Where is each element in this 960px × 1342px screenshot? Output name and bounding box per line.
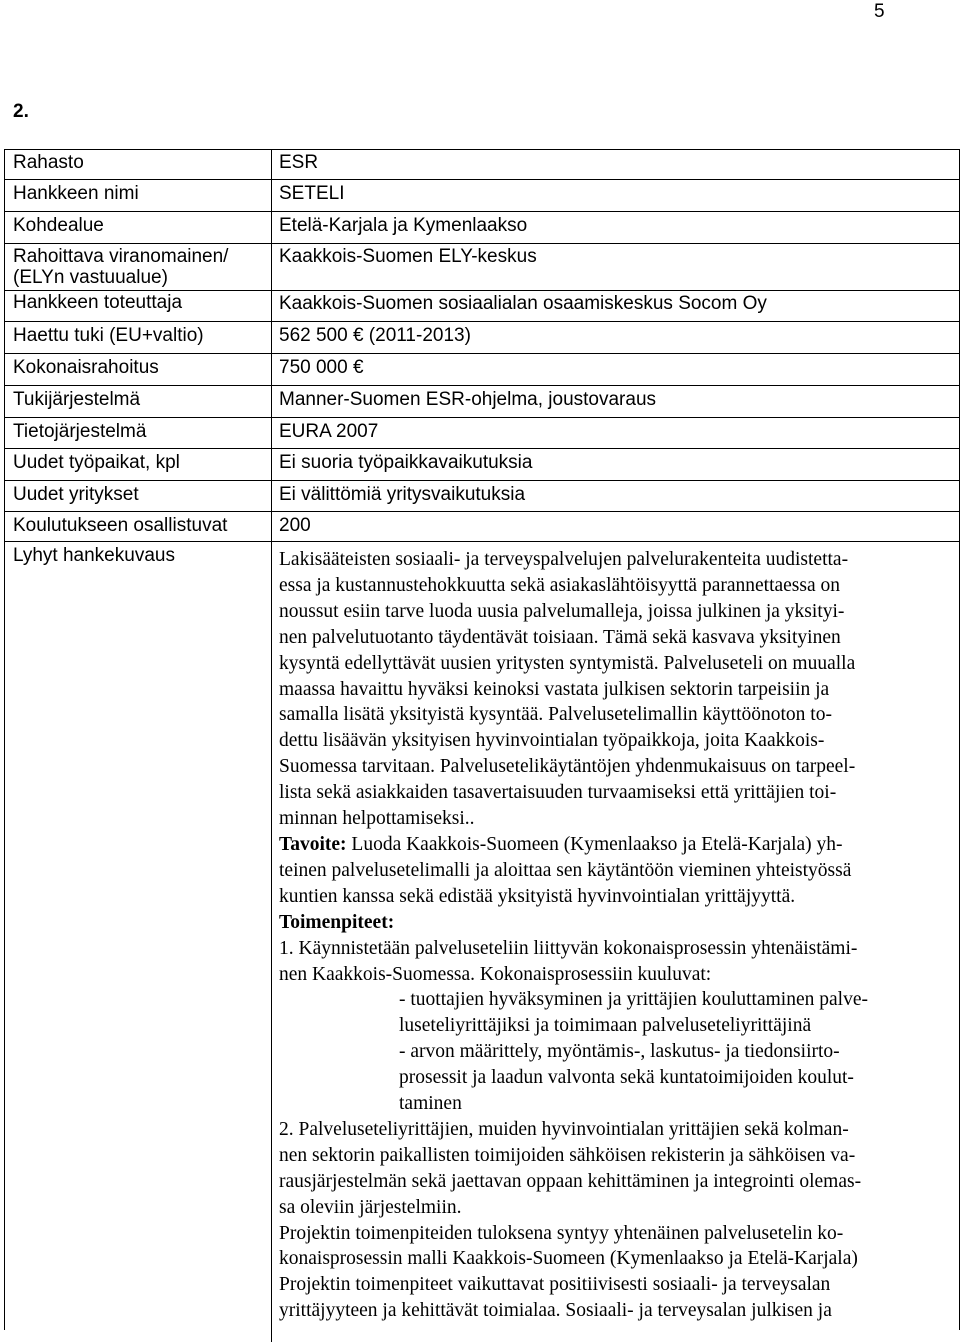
label-kuvaus: Lyhyt hankekuvaus: [13, 545, 175, 566]
value-toteuttaja: Kaakkois-Suomen sosiaalialan osaamiskeskus Socom Oy: [279, 293, 767, 314]
tavoite-heading: Tavoite:: [279, 833, 347, 855]
desc-line: dettu lisäävän yksityisen hyvinvointialan työpaikkoja, joita Kaakkois-: [279, 730, 825, 752]
value-rahoittava: Kaakkois-Suomen ELY-keskus: [279, 246, 537, 267]
value-kohdealue: Etelä-Karjala ja Kymenlaakso: [279, 215, 528, 236]
section-number: 2.: [13, 101, 29, 122]
desc-line: konaisprosessin malli Kaakkois-Suomeen (Kymenlaakso ja Etelä-Karjala): [279, 1248, 858, 1270]
value-rahasto: ESR: [279, 152, 319, 173]
desc-line-indented: - arvon määrittely, myöntämis-, laskutus- ja tiedonsiirto-: [399, 1041, 840, 1063]
row-kohdealue: [5, 212, 959, 244]
label-rahoittava-line1: Rahoittava viranomainen/: [13, 246, 229, 267]
row-kokonaisrahoitus: [5, 354, 959, 386]
label-tukijarjestelma: Tukijärjestelmä: [13, 389, 141, 410]
desc-line-indented: taminen: [399, 1093, 462, 1115]
desc-line: teinen palvelusetelimalli ja aloittaa sen käytäntöön vieminen yhteistyössä: [279, 859, 852, 881]
row-haettu-tuki: [5, 322, 959, 354]
desc-line: samalla lisätä yksityistä kysyntää. Palvelusetelimallin käyttöönoton to-: [279, 704, 832, 726]
desc-line: kysyntä edellyttävät uusien yritysten syntymistä. Palveluseteli on muualla: [279, 652, 856, 674]
label-toteuttaja: Hankkeen toteuttaja: [13, 292, 183, 313]
desc-line: rausjärjestelmän sekä jaettavan oppaan kehittäminen ja integrointi olemas-: [279, 1170, 862, 1192]
page-number: 5: [874, 1, 885, 22]
row-hankkeen-nimi: [5, 180, 959, 212]
desc-line: noussut esiin tarve luoda uusia palvelumalleja, joissa julkinen ja yksityi-: [279, 600, 845, 622]
desc-line: kuntien kanssa sekä edistää yksityistä hyvinvointialan yrittäjyyttä.: [279, 885, 796, 907]
label-kokonaisrahoitus: Kokonaisrahoitus: [13, 357, 159, 378]
desc-line: 2. Palveluseteliyrittäjien, muiden hyvinvointialan yrittäjien sekä kolman-: [279, 1118, 849, 1140]
value-tietojarjestelma: EURA 2007: [279, 421, 379, 442]
desc-line-indented: - tuottajien hyväksyminen ja yrittäjien kouluttaminen palve-: [399, 989, 868, 1011]
value-kokonaisrahoitus: 750 000 €: [279, 357, 364, 378]
desc-line: maassa havaittu hyväksi keinoksi vastata julkisen sektorin tarpeisiin ja: [279, 678, 830, 700]
label-yritykset: Uudet yritykset: [13, 484, 139, 505]
row-toteuttaja: [5, 291, 959, 322]
label-kohdealue: Kohdealue: [13, 215, 104, 236]
toimenpiteet-heading-text: Toimenpiteet:: [279, 911, 395, 933]
desc-line: Projektin toimenpiteet vaikuttavat positiivisesti sosiaali- ja terveysalan: [279, 1274, 831, 1296]
desc-line: Suomessa tarvitaan. Palvelusetelikäytäntöjen yhdenmukaisuus on tarpeel-: [279, 756, 856, 778]
row-rahoittava: [5, 244, 959, 291]
desc-line: sa oleviin järjestelmiin.: [279, 1196, 462, 1218]
label-hankkeen-nimi: Hankkeen nimi: [13, 183, 139, 204]
label-haettu-tuki: Haettu tuki (EU+valtio): [13, 325, 204, 346]
label-rahasto: Rahasto: [13, 152, 84, 173]
tavoite-text: Luoda Kaakkois-Suomeen (Kymenlaakso ja Etelä-Karjala) yh-: [346, 833, 843, 855]
desc-line: Projektin toimenpiteiden tuloksena syntyy yhtenäinen palvelusetelin ko-: [279, 1222, 844, 1244]
desc-line: lista sekä asiakkaiden tasavertaisuuden turvaamiseksi että yrittäjien toi-: [279, 782, 837, 804]
label-tyopaikat: Uudet työpaikat, kpl: [13, 452, 180, 473]
desc-line: essa ja kustannustehokkuutta sekä asiakaslähtöisyyttä parannettaessa on: [279, 574, 841, 596]
desc-line: nen sektorin paikallisten toimijoiden sähköisen rekisterin ja sähköisen va-: [279, 1144, 856, 1166]
toimenpiteet-heading: [279, 910, 955, 936]
value-hankkeen-nimi: SETELI: [279, 183, 345, 204]
value-tukijarjestelma: Manner-Suomen ESR-ohjelma, joustovaraus: [279, 389, 657, 410]
row-tyopaikat: [5, 449, 959, 481]
desc-line-tavoite: [279, 832, 955, 858]
label-tietojarjestelma: Tietojärjestelmä: [13, 421, 147, 442]
desc-line: minnan helpottamiseksi..: [279, 808, 475, 830]
desc-line-indented: luseteliyrittäjiksi ja toimimaan palveluseteliyrittäjinä: [399, 1015, 812, 1037]
desc-line: Lakisääteisten sosiaali- ja terveyspalvelujen palvelurakenteita uudistetta-: [279, 549, 849, 570]
row-yritykset: [5, 481, 959, 512]
value-yritykset: Ei välittömiä yritysvaikutuksia: [279, 484, 526, 505]
row-koulutus: [5, 512, 959, 542]
description-text: [279, 547, 955, 1324]
label-koulutus: Koulutukseen osallistuvat: [13, 515, 228, 536]
row-rahasto: [5, 150, 959, 180]
desc-line-indented: prosessit ja laadun valvonta sekä kuntatoimijoiden koulut-: [399, 1067, 854, 1089]
value-tyopaikat: Ei suoria työpaikkavaikutuksia: [279, 452, 533, 473]
project-info-table: [4, 149, 960, 1330]
desc-line: 1. Käynnistetään palveluseteliin liittyvän kokonaisprosessin yhtenäistämi-: [279, 937, 858, 959]
desc-line: nen Kaakkois-Suomessa. Kokonaisprosessiin kuuluvat:: [279, 963, 712, 985]
row-tukijarjestelma: [5, 386, 959, 418]
row-tietojarjestelma: [5, 418, 959, 449]
label-rahoittava-line2: (ELYn vastuualue): [13, 267, 168, 288]
value-haettu-tuki: 562 500 € (2011-2013): [279, 325, 471, 346]
desc-line: nen palvelutuotanto täydentävät toisiaan. Tämä sekä kasvava yksityinen: [279, 626, 841, 648]
value-koulutus: 200: [279, 515, 311, 536]
desc-line: yrittäjyyteen ja kehittävät toimialaa. Sosiaali- ja terveysalan julkisen ja: [279, 1300, 832, 1322]
